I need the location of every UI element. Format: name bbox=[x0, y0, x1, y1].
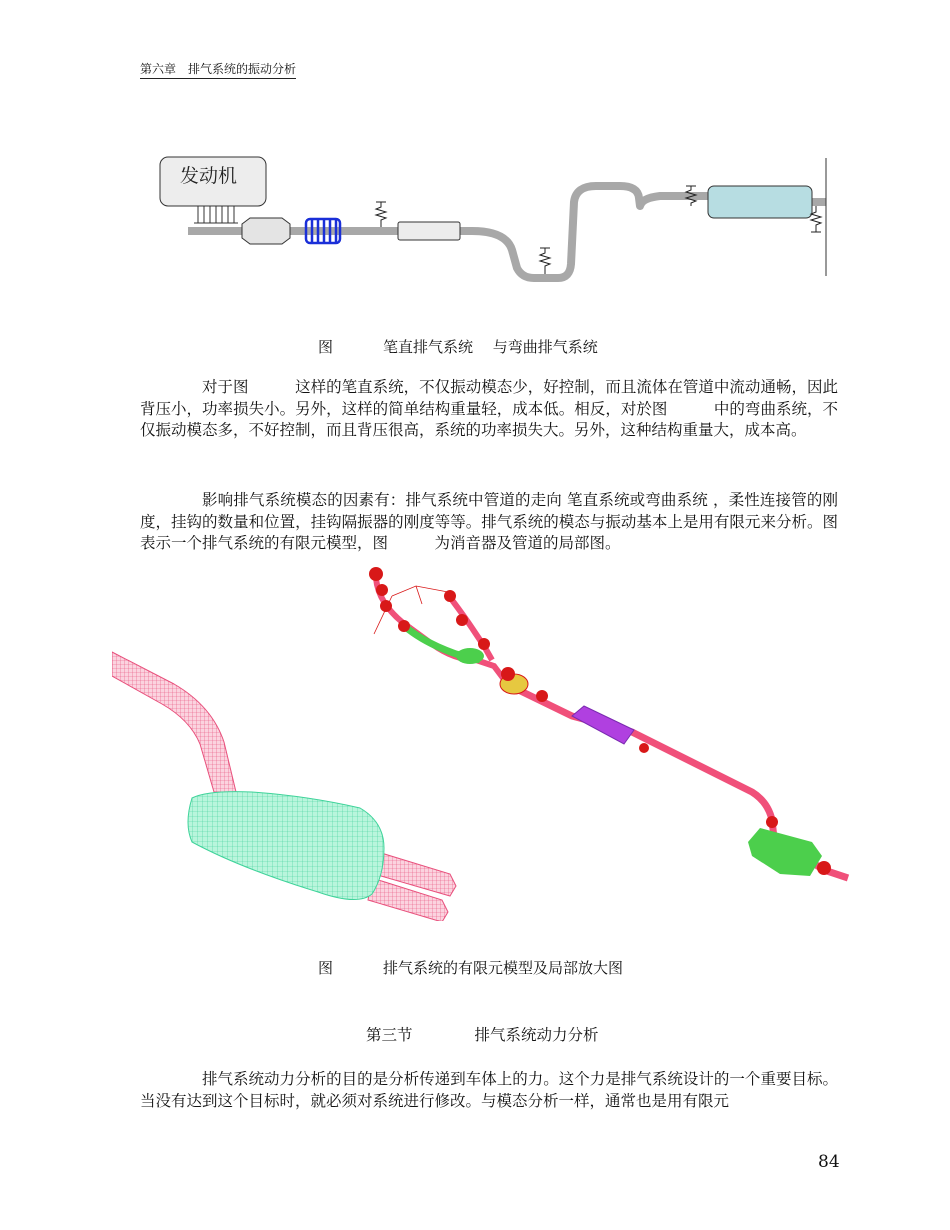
flexible-bellows bbox=[306, 219, 340, 243]
paragraph-straight-vs-bent: 对于图 这样的笔直系统，不仅振动模态少，好控制，而且流体在管道中流动通畅，因此背压小，功率损失小。另外，这样的简单结构重量轻，成本低。相反，对於图 中的弯曲系统，不仅振动模态多，不好控制，而且背压很高，系统的功率损失大。另外，这种结构重量大，成本高。 bbox=[140, 378, 838, 439]
hanger-spring bbox=[376, 202, 386, 227]
resonator bbox=[398, 222, 460, 240]
fe-rear-muffler bbox=[748, 828, 822, 876]
zoom-inlet-pipe bbox=[112, 652, 236, 792]
figure2-caption bbox=[318, 957, 623, 978]
running-header: 第六章 排气系统的振动分析 bbox=[140, 60, 296, 79]
engine-label: 发动机 bbox=[180, 165, 238, 187]
section-number: 第三节 bbox=[366, 1026, 413, 1044]
figure2-caption-prefix: 图 bbox=[318, 959, 334, 977]
main-muffler bbox=[708, 186, 812, 218]
page-number: 84 bbox=[818, 1152, 840, 1172]
figure1-caption bbox=[318, 336, 598, 357]
fe-front-branch bbox=[376, 578, 506, 682]
figure1-caption-text: 笔直排气系统 与弯曲排气系统 bbox=[383, 338, 598, 356]
figure1-caption-prefix: 图 bbox=[318, 338, 334, 356]
fe-green-flange bbox=[456, 648, 484, 664]
fe-resonator bbox=[572, 706, 634, 744]
zoom-muffler-mesh bbox=[188, 792, 384, 900]
engine-cylinders bbox=[194, 206, 238, 223]
paragraph-mode-factors: 影响排气系统模态的因素有：排气系统中管道的走向 笔直系统或弯曲系统 ，柔性连接管的刚度，挂钩的数量和位置，挂钩隔振器的刚度等等。排气系统的模态与振动基本上是用有限元来分析。图 表示一个排气系统的有限元模型，图 为消音器及管道的局部图。 bbox=[140, 491, 885, 552]
finite-element-model-figure bbox=[112, 556, 852, 921]
section-title: 排气系统动力分析 bbox=[474, 1026, 599, 1044]
paragraph-dynamic-analysis: 排气系统动力分析的目的是分析传递到车体上的力。这个力是排气系统设计的一个重要目标。当没有达到这个目标时，就必须对系统进行修改。与模态分析一样，通常也是用有限元 bbox=[140, 1070, 838, 1110]
exhaust-schematic-figure bbox=[150, 150, 840, 285]
figure2-caption-text: 排气系统的有限元模型及局部放大图 bbox=[383, 959, 624, 977]
hanger-spring bbox=[540, 248, 550, 274]
section-heading bbox=[366, 1023, 599, 1045]
catalytic-converter bbox=[242, 218, 290, 244]
